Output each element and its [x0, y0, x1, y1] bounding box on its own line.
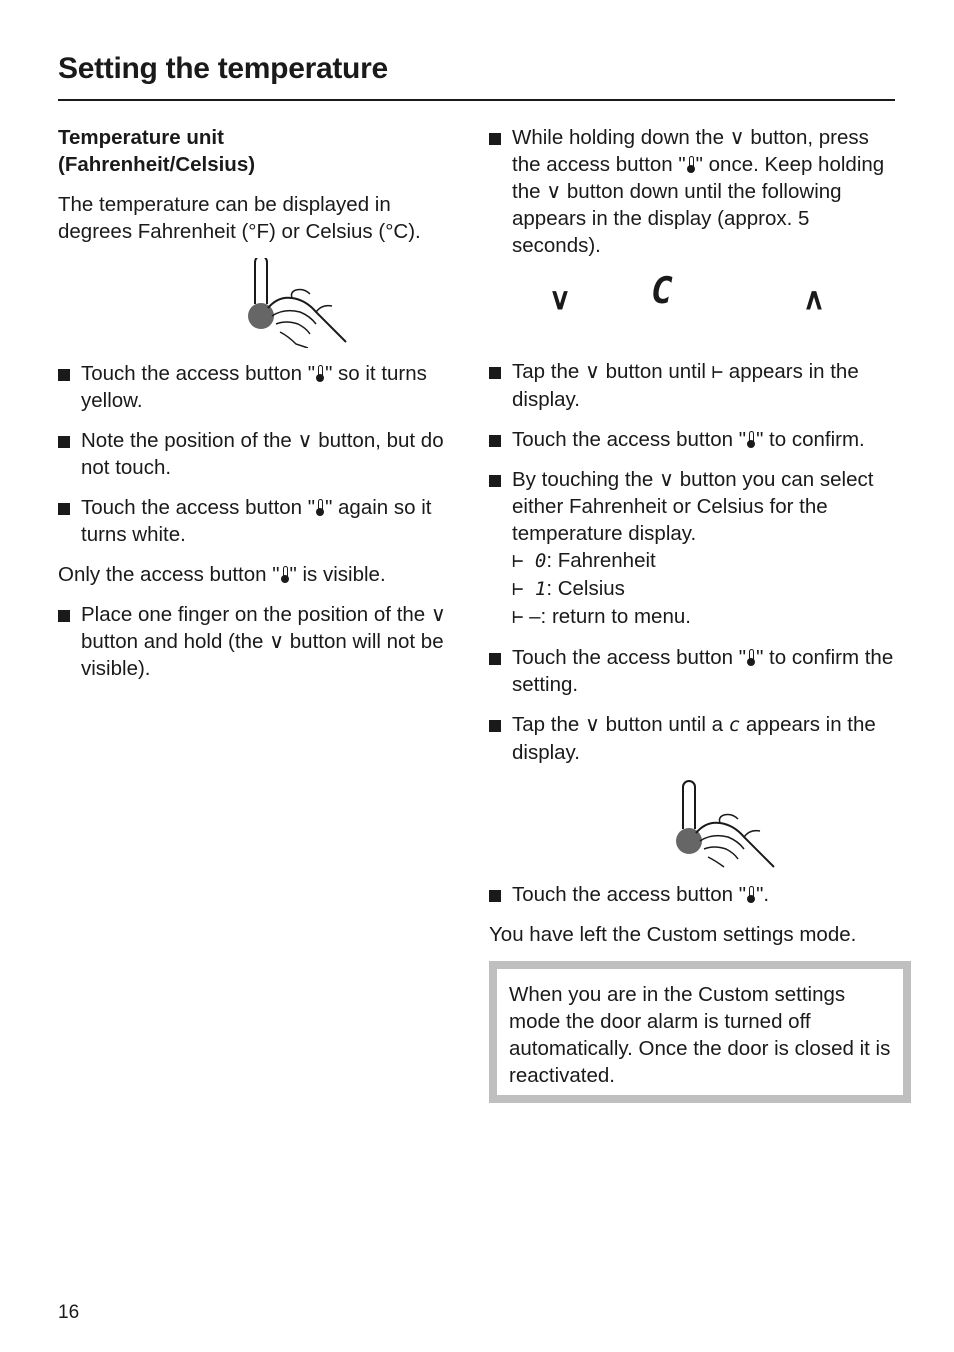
list-item: Touch the access button " " so it turns yellow.: [58, 360, 468, 414]
thermometer-icon: [316, 365, 324, 382]
chevron-down-icon: ∨: [549, 283, 571, 316]
intro-text: The temperature can be displayed in degrees Fahrenheit (°F) or Celsius (°C).: [58, 193, 421, 243]
list-item: Touch the access button " " again so it turns white.: [58, 494, 468, 548]
display-code: C: [651, 271, 673, 312]
page-number: 16: [58, 1302, 80, 1323]
touch-thermometer-illustration: [489, 779, 899, 871]
list-item: Tap the ∨ button until ⊢ appears in the display.: [489, 358, 899, 413]
right-column: [489, 124, 899, 1103]
option-celsius: ⊢ 1: Celsius: [512, 577, 625, 600]
thermometer-icon: [747, 649, 755, 666]
list-item: Touch the access button " ".: [489, 881, 899, 908]
thermometer-icon: [747, 886, 755, 903]
list-item: Place one finger on the position of the ∨ button and hold (the ∨ button will not be visible).: [58, 601, 468, 682]
list-item: Touch the access button " " to confirm.: [489, 426, 899, 453]
list-item: Note the position of the ∨ button, but do not touch.: [58, 427, 468, 481]
list-item: Tap the ∨ button until a c appears in the display.: [489, 711, 899, 766]
note-text: When you are in the Custom settings mode the door alarm is turned off automatically. Once the door is closed it is reactivated.: [509, 983, 891, 1087]
touch-thermometer-illustration: [58, 258, 468, 348]
list-item: Touch the access button " " to confirm the setting.: [489, 644, 899, 698]
chevron-up-icon: ∧: [803, 283, 825, 316]
display-panel-illustration: [489, 272, 899, 358]
page-title: Setting the temperature: [58, 52, 388, 85]
thermometer-icon: [747, 431, 755, 448]
title-rule: [58, 99, 895, 101]
thermometer-icon: [281, 566, 289, 583]
thermometer-icon: [316, 499, 324, 516]
left-mode-text: You have left the Custom settings mode.: [489, 923, 857, 946]
list-item: By touching the ∨ button you can select either Fahrenheit or Celsius for the temperature display.: [489, 466, 899, 547]
option-fahrenheit: ⊢ 0: Fahrenheit: [512, 549, 656, 572]
left-column: [58, 124, 468, 695]
only-visible-text: Only the access button " " is visible.: [58, 563, 386, 586]
list-item: While holding down the ∨ button, press the access button " " once. Keep holding the ∨ button down until the following appears in the display (approx. 5 seconds).: [489, 124, 899, 259]
thermometer-icon: [687, 156, 695, 173]
section-heading: Temperature unit (Fahrenheit/Celsius): [58, 126, 256, 176]
option-list: [489, 547, 899, 631]
note-box: [489, 961, 911, 1103]
option-return: ⊢ –: return to menu.: [512, 605, 691, 628]
